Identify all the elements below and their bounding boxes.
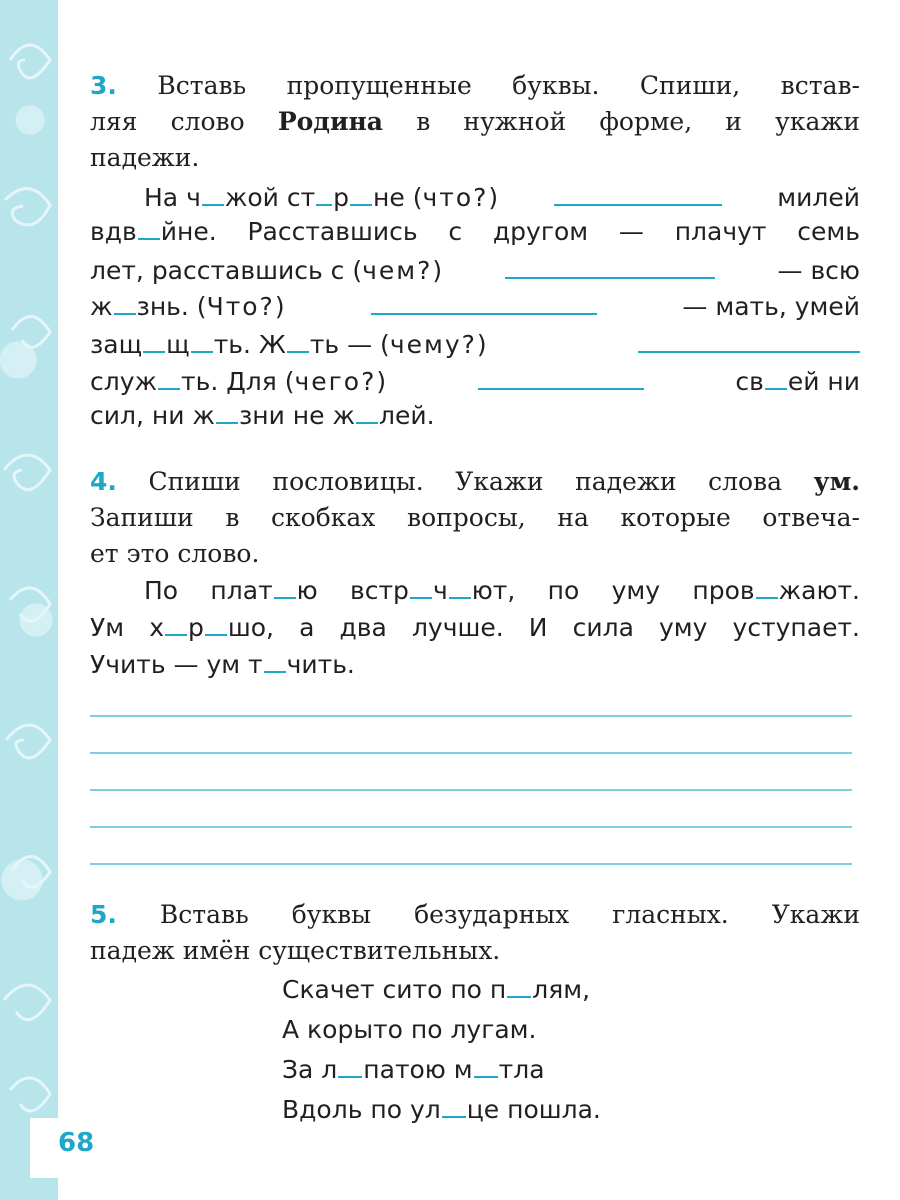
letter-gap[interactable] bbox=[765, 368, 787, 390]
answer-blank[interactable] bbox=[554, 180, 722, 206]
text: не ( bbox=[373, 183, 423, 212]
letter-gap[interactable] bbox=[350, 184, 372, 206]
exercise-line bbox=[90, 217, 860, 253]
letter-gap[interactable] bbox=[216, 402, 238, 424]
instruction-text: падежи. bbox=[90, 143, 200, 172]
page-number: 68 bbox=[58, 1128, 95, 1158]
text: сил, ни ж bbox=[90, 401, 215, 430]
poem-line bbox=[282, 1050, 545, 1090]
text: ч bbox=[432, 576, 448, 605]
instruction-text: ет это слово. bbox=[90, 539, 260, 568]
question: Что? bbox=[206, 292, 275, 321]
instruction-text: падеж имён существительных. bbox=[90, 936, 501, 965]
letter-gap[interactable] bbox=[316, 184, 332, 206]
exercise-line bbox=[144, 180, 860, 216]
writing-line[interactable] bbox=[90, 715, 852, 717]
text: служ bbox=[90, 367, 158, 396]
letter-gap[interactable] bbox=[158, 368, 180, 390]
instruction-text: ляя слово bbox=[90, 107, 245, 136]
text: йне. Расставшись с другом — плачут семь bbox=[160, 217, 860, 246]
text: ю встр bbox=[296, 576, 409, 605]
text: жой ст bbox=[224, 183, 316, 212]
text: р bbox=[188, 613, 204, 642]
text: тла bbox=[498, 1055, 545, 1084]
exercise-line bbox=[90, 613, 860, 649]
text: лей. bbox=[378, 401, 435, 430]
task-number: 5. bbox=[90, 900, 117, 929]
decorative-sidebar bbox=[0, 0, 58, 1200]
keyword: Родина bbox=[277, 107, 384, 136]
swirl-pattern-icon bbox=[0, 0, 58, 1200]
text: чить. bbox=[286, 650, 355, 679]
text: За л bbox=[282, 1055, 338, 1084]
text: лет, расставшись с ( bbox=[90, 256, 363, 285]
text: ж bbox=[90, 292, 113, 321]
letter-gap[interactable] bbox=[410, 577, 432, 599]
letter-gap[interactable] bbox=[287, 331, 309, 353]
text: защ bbox=[90, 330, 143, 359]
text: шо, а два лучше. И сила уму уступает. bbox=[227, 613, 860, 642]
letter-gap[interactable] bbox=[756, 577, 778, 599]
answer-blank[interactable] bbox=[638, 327, 860, 353]
letter-gap[interactable] bbox=[205, 614, 227, 636]
text: ) bbox=[274, 292, 285, 321]
instruction-text: в нужной форме, и укажи bbox=[416, 107, 861, 136]
exercise-line bbox=[144, 576, 860, 612]
question: что? bbox=[422, 183, 489, 212]
exercise-line bbox=[90, 364, 860, 400]
letter-gap[interactable] bbox=[274, 577, 296, 599]
text: А корыто по лугам. bbox=[282, 1015, 537, 1044]
text: Скачет сито по п bbox=[282, 975, 507, 1004]
answer-blank[interactable] bbox=[478, 364, 644, 390]
text: св bbox=[735, 367, 764, 396]
answer-blank[interactable] bbox=[371, 289, 597, 315]
task-number: 3. bbox=[90, 71, 117, 100]
text: ют, по уму пров bbox=[471, 576, 755, 605]
letter-gap[interactable] bbox=[449, 577, 471, 599]
text: ть. Ж bbox=[213, 330, 286, 359]
task-5-instructions bbox=[90, 897, 860, 969]
poem-line bbox=[282, 1010, 536, 1050]
letter-gap[interactable] bbox=[202, 184, 224, 206]
task-4-instructions bbox=[90, 464, 860, 572]
task-3-instructions bbox=[90, 68, 860, 176]
question: чего? bbox=[294, 367, 377, 396]
text: По плат bbox=[144, 576, 273, 605]
letter-gap[interactable] bbox=[442, 1096, 466, 1118]
letter-gap[interactable] bbox=[143, 331, 165, 353]
text: Учить — ум т bbox=[90, 650, 263, 679]
letter-gap[interactable] bbox=[191, 331, 213, 353]
instruction-text: Запиши в скобках вопросы, на которые отвеча- bbox=[90, 503, 860, 532]
text: лям, bbox=[532, 975, 591, 1004]
text: щ bbox=[166, 330, 190, 359]
text: ть — ( bbox=[309, 330, 390, 359]
exercise-line bbox=[90, 253, 860, 289]
text: ) bbox=[488, 183, 499, 212]
text: це пошла. bbox=[466, 1095, 601, 1124]
answer-blank[interactable] bbox=[505, 253, 715, 279]
letter-gap[interactable] bbox=[474, 1056, 498, 1078]
text: ) bbox=[476, 330, 487, 359]
exercise-line bbox=[90, 289, 860, 325]
text: ) bbox=[376, 367, 387, 396]
task-number: 4. bbox=[90, 467, 117, 496]
text: зни не ж bbox=[238, 401, 355, 430]
exercise-line bbox=[90, 327, 860, 363]
keyword: ум. bbox=[813, 467, 861, 496]
letter-gap[interactable] bbox=[338, 1056, 362, 1078]
text: На ч bbox=[144, 183, 201, 212]
letter-gap[interactable] bbox=[114, 293, 136, 315]
text: милей bbox=[777, 183, 860, 212]
question: чему? bbox=[389, 330, 477, 359]
text: Ум х bbox=[90, 613, 164, 642]
letter-gap[interactable] bbox=[264, 651, 286, 673]
poem-line bbox=[282, 1090, 601, 1130]
writing-line[interactable] bbox=[90, 863, 852, 865]
text: — всю bbox=[777, 256, 860, 285]
text: Вдоль по ул bbox=[282, 1095, 441, 1124]
letter-gap[interactable] bbox=[138, 218, 160, 240]
text: ) bbox=[432, 256, 443, 285]
text: вдв bbox=[90, 217, 137, 246]
writing-line[interactable] bbox=[90, 752, 852, 754]
text: — мать, умей bbox=[682, 292, 860, 321]
exercise-line bbox=[90, 650, 860, 686]
instruction-text: Вставь пропущенные буквы. Спиши, встав- bbox=[157, 71, 861, 100]
poem-line bbox=[282, 970, 590, 1010]
letter-gap[interactable] bbox=[165, 614, 187, 636]
text: ть. Для ( bbox=[181, 367, 295, 396]
text: знь. ( bbox=[136, 292, 207, 321]
question: чем? bbox=[362, 256, 433, 285]
exercise-line bbox=[90, 401, 860, 437]
instruction-text: Вставь буквы безударных гласных. Укажи bbox=[159, 900, 860, 929]
text: ей ни bbox=[787, 367, 860, 396]
text: патою м bbox=[363, 1055, 473, 1084]
writing-line[interactable] bbox=[90, 826, 852, 828]
text: р bbox=[333, 183, 350, 212]
letter-gap[interactable] bbox=[507, 976, 531, 998]
text: жают. bbox=[778, 576, 861, 605]
letter-gap[interactable] bbox=[356, 402, 378, 424]
writing-line[interactable] bbox=[90, 789, 852, 791]
instruction-text: Спиши пословицы. Укажи падежи слова bbox=[148, 467, 782, 496]
